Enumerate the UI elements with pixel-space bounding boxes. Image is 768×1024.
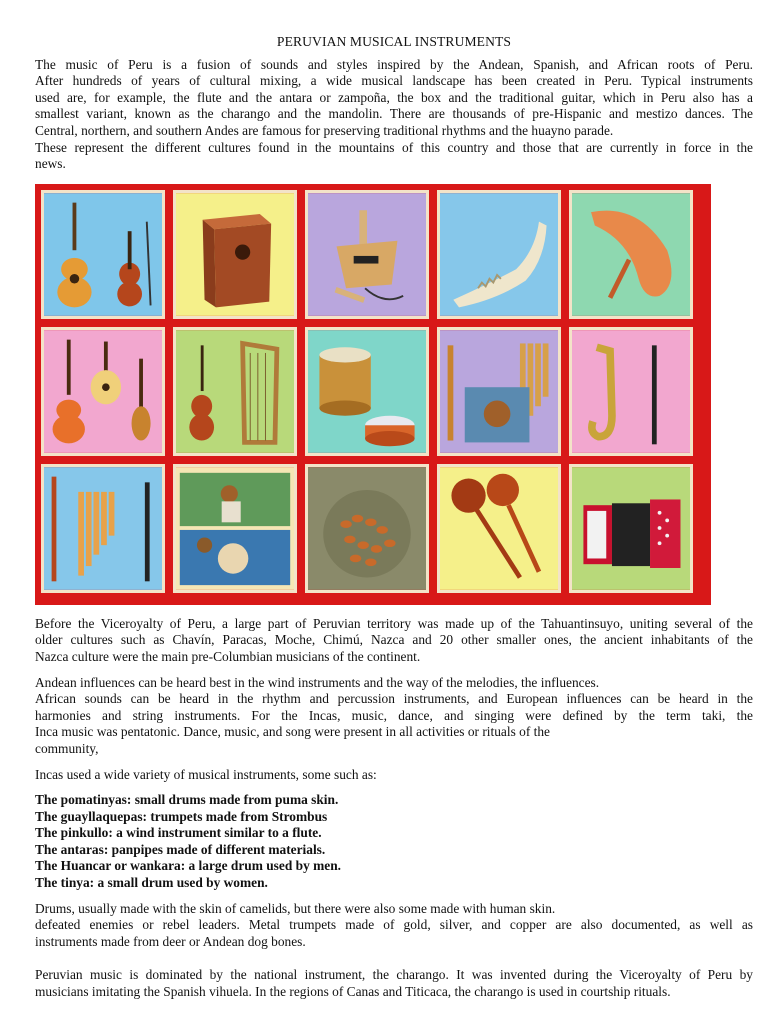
horn-illustration	[572, 193, 690, 316]
text-line: Before the Viceroyalty of Peru, a large part of Peruvian territory was made up of the Tahuantinsuyo, uniting several of the	[35, 615, 753, 631]
quijada-illustration	[440, 193, 558, 316]
text-line: harmonies and string instruments. For the Incas, music, dance, and singing were defined by the term taki, the	[35, 707, 753, 723]
list-item: The pomatinyas: small drums made from puma skin.	[35, 792, 339, 808]
paragraph-influences	[35, 675, 753, 758]
cajon-illustration	[176, 193, 294, 316]
tile-guitar-violin	[41, 190, 165, 319]
page-title: PERUVIAN MUSICAL INSTRUMENTS	[276, 34, 512, 49]
text-line: older cultures such as Chavín, Paracas, Moche, Chimú, Nazca and 20 other smaller ones, the ancient inhabitants of the	[35, 632, 753, 648]
musicians-photos	[176, 467, 294, 590]
text-line: Nazca culture were the main pre-Columbian musicians of the continent.	[35, 648, 421, 664]
text-line: smallest variant, known as the charango and the mandolin. There are thousands of pre-Hispanic and mestizo dances. The	[35, 106, 753, 122]
text-line: After hundreds of years of cultural mixing, a wide musical landscape has been created in Peru. Typical instruments	[35, 73, 753, 89]
guitar-violin-illustration	[44, 193, 162, 316]
intro-paragraph	[35, 57, 753, 173]
quena-antara-illustration	[440, 330, 558, 453]
text-line: These represent the different cultures found in the mountains of this country and those that are currently in force in the	[35, 139, 753, 155]
tile-saxophone-clarinet	[569, 327, 693, 456]
paragraph-drums	[35, 901, 753, 951]
tile-maracas	[437, 464, 561, 593]
mandolin-charango-illustration	[44, 330, 162, 453]
text-line: instruments made from deer or Andean dog bones.	[35, 933, 306, 949]
paragraph-incas-intro: Incas used a wide variety of musical instruments, some such as:	[35, 766, 377, 782]
list-item: The Huancar or wankara: a large drum used by men.	[35, 858, 342, 874]
text-line: Drums, usually made with the skin of camelids, but there were also some made with human skin.	[35, 900, 556, 916]
text-line: Andean influences can be heard best in the wind instruments and the way of the melodies, the influences.	[35, 674, 600, 690]
seed-shakers-illustration	[308, 467, 426, 590]
tile-photos	[173, 464, 297, 593]
text-line: news.	[35, 156, 66, 172]
instruments-list	[35, 792, 753, 892]
saxophone-clarinet-illustration	[572, 330, 690, 453]
maracas-illustration	[440, 467, 558, 590]
tile-shakers	[305, 464, 429, 593]
list-item: The guayllaquepas: trumpets made from Strombus	[35, 808, 328, 824]
tile-horn	[569, 190, 693, 319]
tile-zampona	[41, 464, 165, 593]
tile-accordion	[569, 464, 693, 593]
paragraph-charango	[35, 967, 753, 1000]
text-line: Inca music was pentatonic. Dance, music, and song were present in all activities or rituals of the	[35, 724, 551, 740]
drum-illustration	[308, 330, 426, 453]
cajita-illustration	[308, 193, 426, 316]
tile-cajon	[173, 190, 297, 319]
list-item: The tinya: a small drum used by women.	[35, 875, 268, 891]
violin-harp-illustration	[176, 330, 294, 453]
tile-violin-harp	[173, 327, 297, 456]
text-line: defeated enemies or rebel leaders. Metal trumpets made of gold, silver, and copper are also documented, as well as	[35, 917, 753, 933]
text-line: community,	[35, 740, 99, 756]
instruments-collage-image	[35, 184, 711, 605]
list-item: The antaras: panpipes made of different materials.	[35, 841, 326, 857]
paragraph-viceroyalty	[35, 616, 753, 666]
text-line: Peruvian music is dominated by the national instrument, the charango. It was invented during the Viceroyalty of Peru by	[35, 967, 753, 983]
text-line: used are, for example, the flute and the antara or zampoña, the box and the traditional guitar, which in Peru also has a	[35, 89, 753, 105]
tile-drum	[305, 327, 429, 456]
list-item: The pinkullo: a wind instrument similar to a flute.	[35, 825, 322, 841]
tile-cajita	[305, 190, 429, 319]
document-page	[35, 34, 753, 1001]
tile-quijada	[437, 190, 561, 319]
text-line: Central, northern, and southern Andes are famous for preserving traditional rhythms and the huayno parade.	[35, 122, 614, 138]
tile-mandolin-charango	[41, 327, 165, 456]
tile-quena-antara	[437, 327, 561, 456]
text-line: The music of Peru is a fusion of sounds and styles inspired by the Andean, Spanish, and African roots of Peru.	[35, 56, 753, 72]
accordion-illustration	[572, 467, 690, 590]
zampona-illustration	[44, 467, 162, 590]
text-line: musicians imitating the Spanish vihuela. In the regions of Canas and Titicaca, the charango is used in courtship rituals.	[35, 984, 671, 1000]
text-line: African sounds can be heard in the rhythm and percussion instruments, and European influences can be heard in the	[35, 691, 753, 707]
